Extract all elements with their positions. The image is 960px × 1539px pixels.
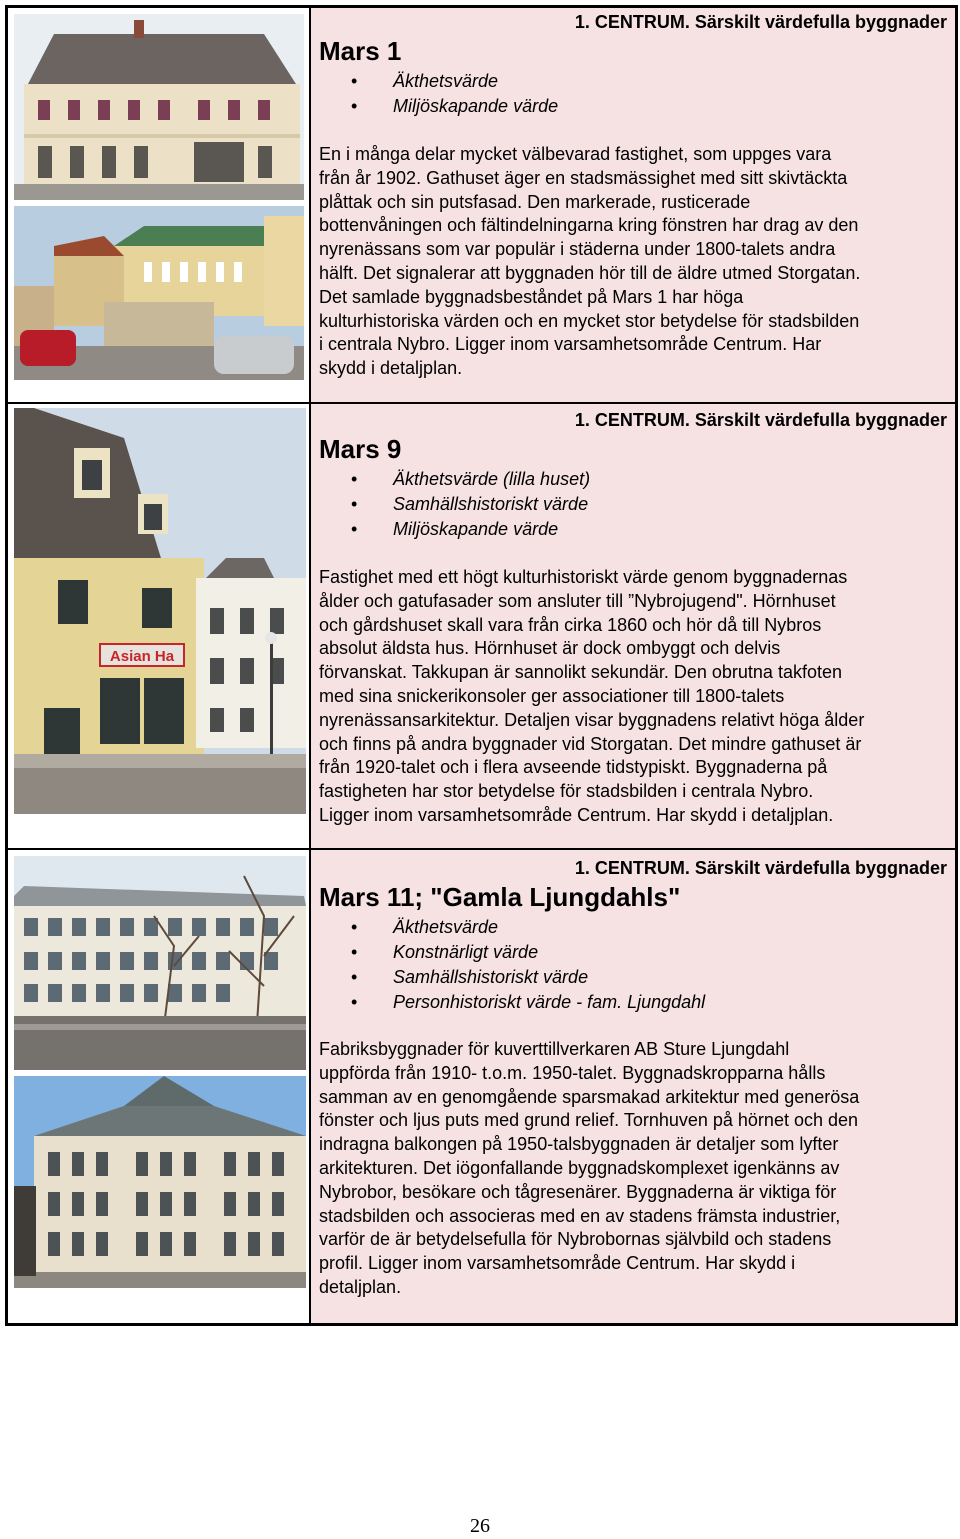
value-item: • Samhällshistoriskt värde <box>393 492 590 517</box>
description-line: nyrenässansarkitektur. Detaljen visar byggnadens relativt höga ålder <box>319 709 865 730</box>
category-label: 1. CENTRUM. Särskilt värdefulla byggnader <box>574 410 947 430</box>
text-column <box>313 850 955 1323</box>
description-line: förvanskat. Takkupan är sannolikt sekundär. Den obrutna takfoten <box>319 662 842 683</box>
property-mars-1 <box>8 8 955 404</box>
value-item: • Äkthetsvärde (lilla huset) <box>393 467 590 492</box>
description-line: från 1920-talet och i flera avseende tidstypiskt. Byggnaderna på <box>319 757 828 778</box>
value-item: • Konstnärligt värde <box>393 940 705 965</box>
description-line: uppförda från 1910- t.o.m. 1950-talet. Byggnadskropparna hålls <box>319 1062 826 1083</box>
description-line: profil. Ligger inom varsamhetsområde Centrum. Har skydd i <box>319 1253 796 1274</box>
property-description <box>319 1038 947 1300</box>
description-line: stadsbilden och associeras med en av stadens främsta industrier, <box>319 1205 841 1226</box>
description-line: och finns på andra byggnader vid Storgatan. Det mindre gathuset är <box>319 733 862 754</box>
property-title: Mars 1 <box>319 36 402 66</box>
photo-column <box>8 404 311 848</box>
description-line: nyrenässans som var populär i städerna under 1800-talets andra <box>319 239 836 260</box>
value-item: • Äkthetsvärde <box>393 915 705 940</box>
value-list <box>313 467 590 542</box>
value-item: • Miljöskapande värde <box>393 517 590 542</box>
value-item: • Samhällshistoriskt värde <box>393 965 705 990</box>
value-list <box>313 69 558 119</box>
photo-column <box>8 850 311 1323</box>
description-line: samman av en genomgående sparsmakad arkitektur med generösa <box>319 1086 860 1107</box>
description-line: detaljplan. <box>319 1276 402 1297</box>
restaurant-sign-text: Asian Ha <box>109 648 175 665</box>
description-line: med sina snickerikonsoler ger associationer till 1800-talets <box>319 685 785 706</box>
property-sheet <box>5 5 958 1326</box>
description-line: och gårdshuset skall vara från cirka 1860 och hör då till Nybros <box>319 614 822 635</box>
property-mars-11 <box>8 850 955 1323</box>
category-label: 1. CENTRUM. Särskilt värdefulla byggnader <box>574 858 947 878</box>
description-line: varför de är betydelsefulla för Nybrobornas självbild och stadens <box>319 1229 832 1250</box>
value-item: • Personhistoriskt värde - fam. Ljungdahl <box>393 990 705 1015</box>
description-line: Det samlade byggnadsbeståndet på Mars 1 har höga <box>319 286 744 307</box>
description-line: ålder och gatufasader som ansluter till ”Nybrojugend". Hörnhuset <box>319 590 836 611</box>
description-line: i centrala Nybro. Ligger inom varsamhetsområde Centrum. Har <box>319 334 822 355</box>
description-line: bottenvåningen och fältindelningarna kring fönstren har drag av den <box>319 215 859 236</box>
photo-column <box>8 8 311 402</box>
property-title: Mars 11; "Gamla Ljungdahls" <box>319 882 681 912</box>
property-description <box>319 143 947 381</box>
description-line: absolut äldsta hus. Hörnhuset är dock ombyggt och delvis <box>319 638 781 659</box>
description-line: plåttak och sin putsfasad. Den markerade, rusticerade <box>319 191 751 212</box>
description-line: fönster och ljus puts med grund relief. Tornhuven på hörnet och den <box>319 1110 859 1131</box>
description-line: hälft. Det signalerar att byggnaden hör till de äldre utmed Storgatan. <box>319 262 861 283</box>
photo-mars-1-corner-building <box>14 14 304 200</box>
page-number: 26 <box>470 1515 490 1537</box>
description-line: kulturhistoriska värden och en mycket stor betydelse för stadsbilden <box>319 310 860 331</box>
value-list <box>313 915 705 1015</box>
property-mars-9 <box>8 404 955 850</box>
description-line: fastigheten har stor betydelse för stadsbilden i centrala Nybro. <box>319 781 814 802</box>
photo-mars-11-tower-building <box>14 1076 306 1288</box>
description-line: skydd i detaljplan. <box>319 358 463 379</box>
photo-mars-11-factory-street <box>14 856 306 1070</box>
description-line: Fastighet med ett högt kulturhistoriskt värde genom byggnadernas <box>319 567 848 587</box>
photo-mars-9-street-corner <box>14 408 306 814</box>
description-line: indragna balkongen på 1950-talsbyggnaden är detaljer som lyfter <box>319 1134 839 1155</box>
description-line: Nybrobor, besökare och tågresenärer. Byggnaderna är viktiga för <box>319 1181 837 1202</box>
photo-mars-1-courtyard <box>14 206 304 380</box>
description-line: från år 1902. Gathuset äger en stadsmässighet med sitt skivtäckta <box>319 167 848 188</box>
description-line: En i många delar mycket välbevarad fastighet, som uppges vara <box>319 144 832 164</box>
value-item: • Miljöskapande värde <box>393 94 558 119</box>
property-title: Mars 9 <box>319 434 402 464</box>
category-label: 1. CENTRUM. Särskilt värdefulla byggnader <box>574 12 947 32</box>
description-line: Fabriksbyggnader för kuverttillverkaren AB Sture Ljungdahl <box>319 1039 790 1059</box>
text-column <box>313 8 955 402</box>
text-column <box>313 404 955 848</box>
property-description <box>319 566 947 828</box>
description-line: arkitekturen. Det iögonfallande byggnadskomplexet igenkänns av <box>319 1157 840 1178</box>
value-item: • Äkthetsvärde <box>393 69 558 94</box>
description-line: Ligger inom varsamhetsområde Centrum. Har skydd i detaljplan. <box>319 804 834 825</box>
